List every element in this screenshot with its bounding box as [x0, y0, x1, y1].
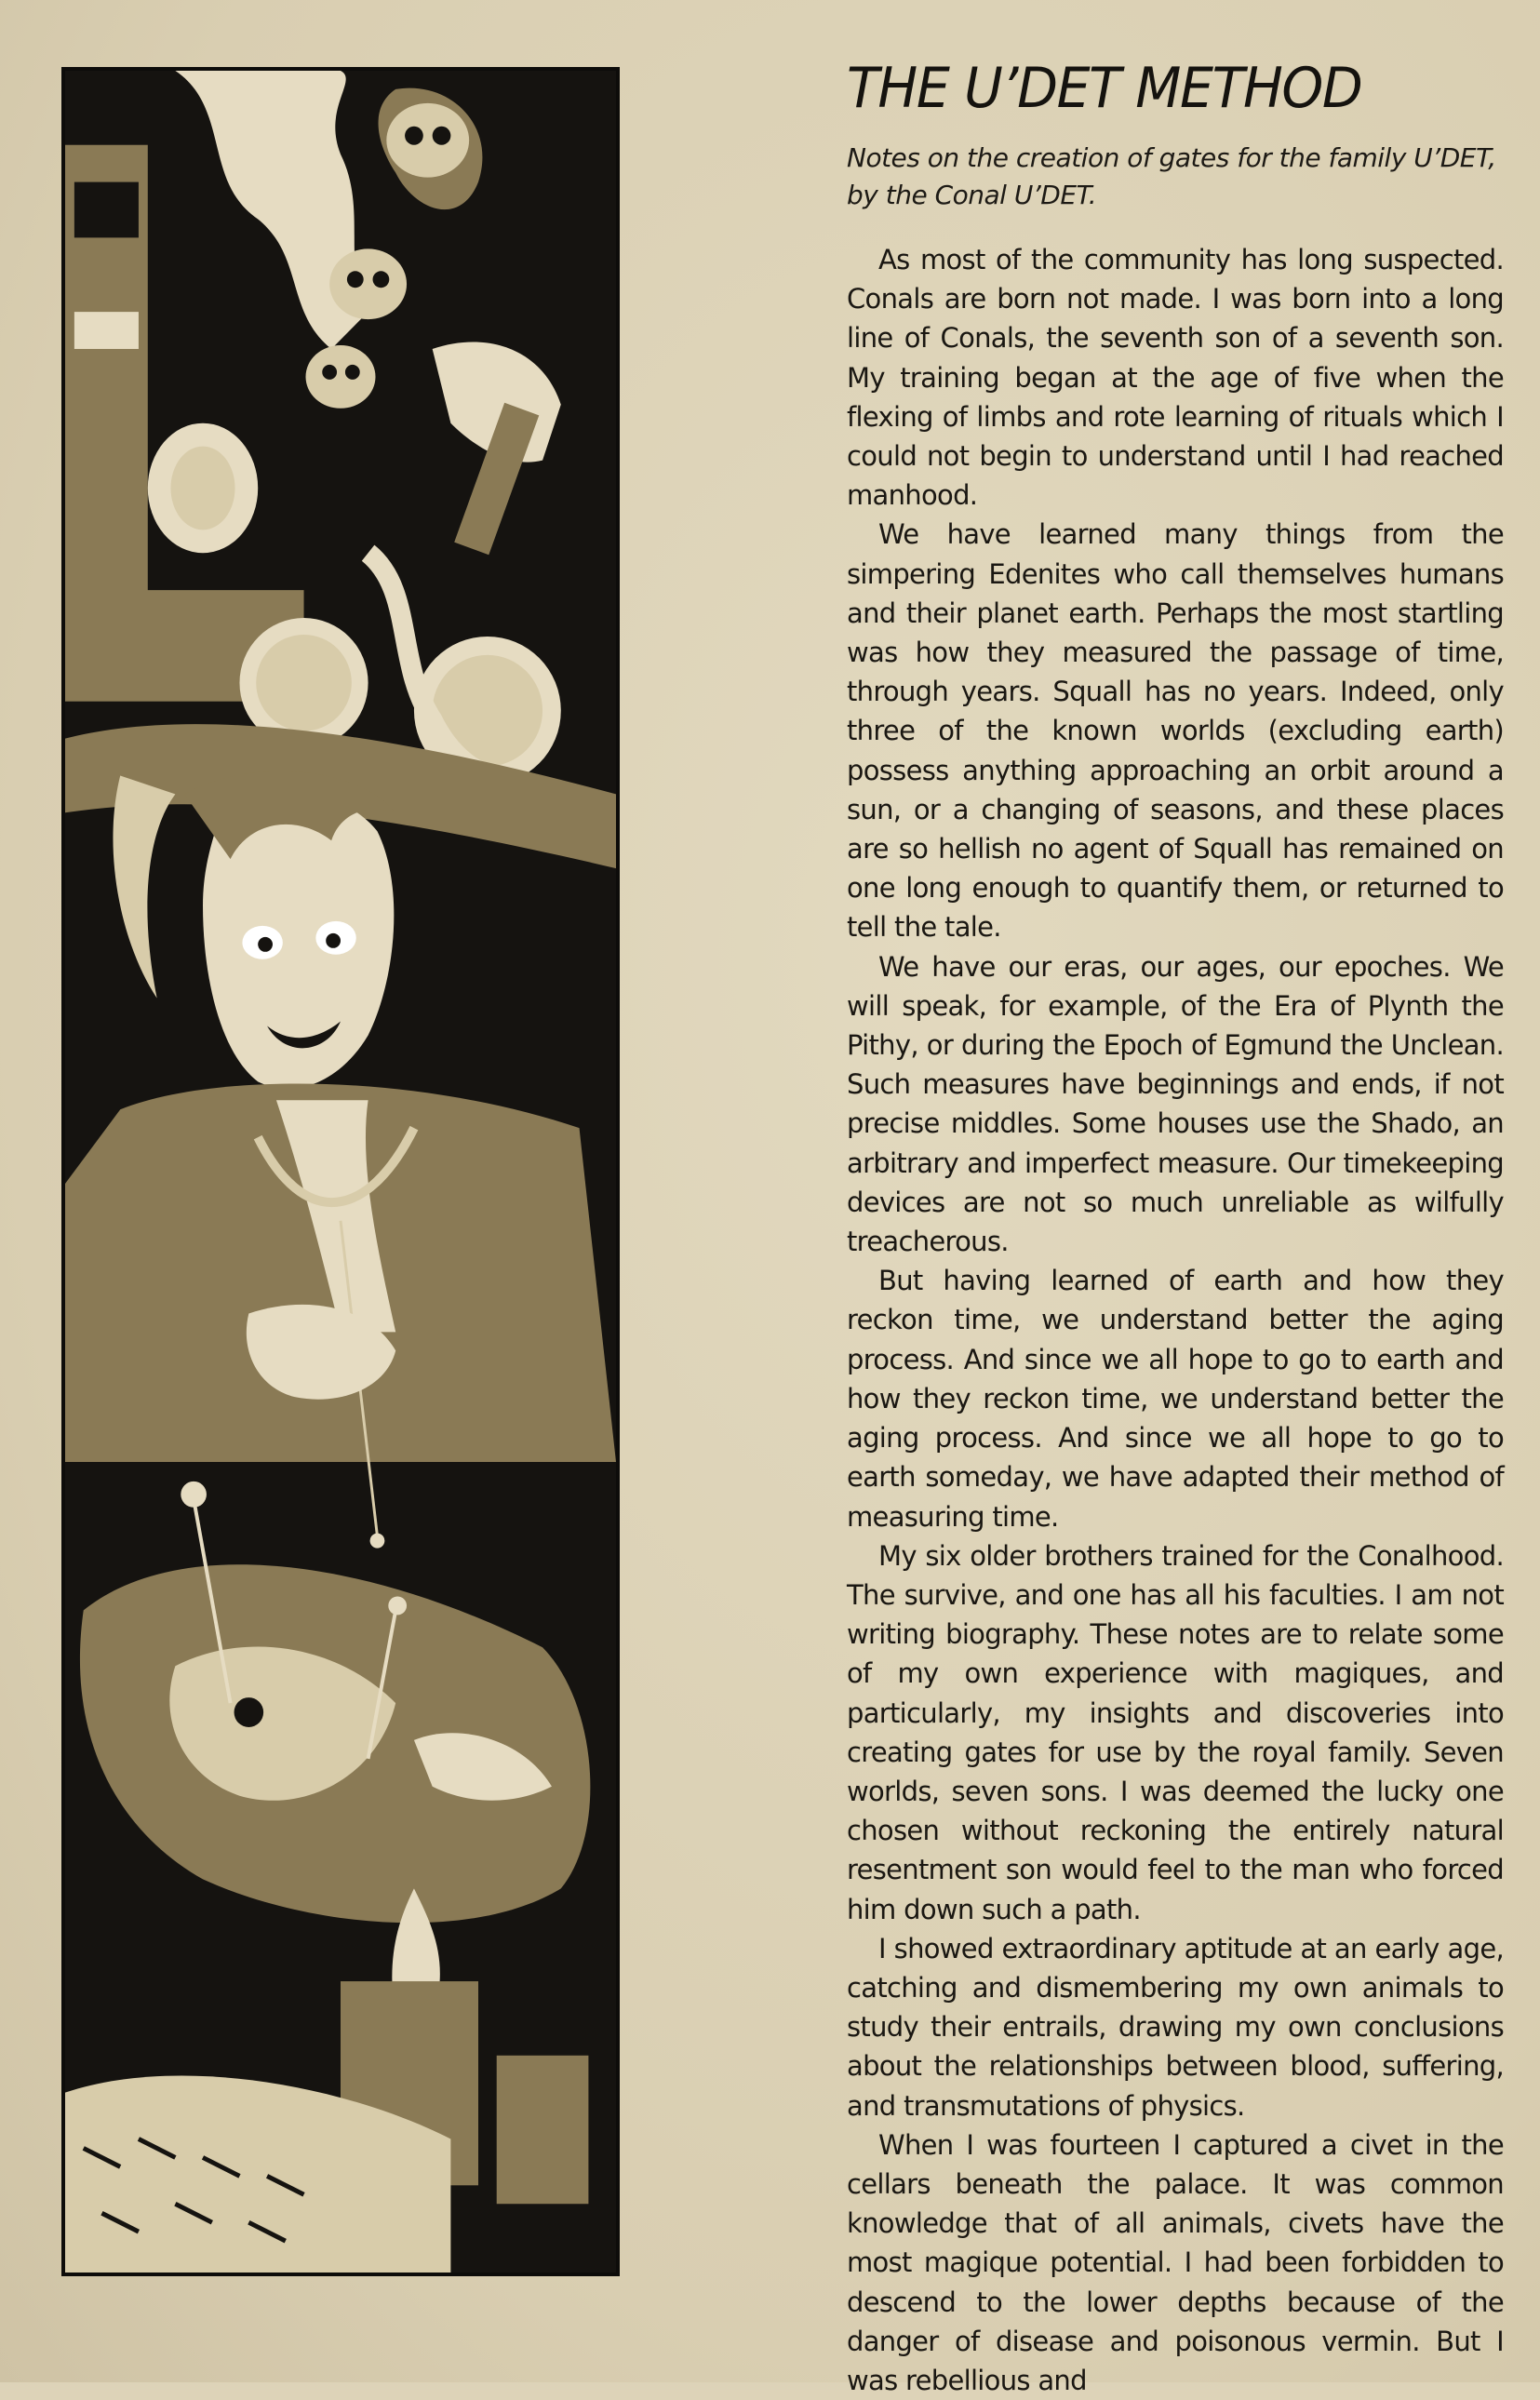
article-title: THE U’DET METHOD — [847, 56, 1362, 121]
paragraph: I showed extraordinary aptitude at an early age, catching and dismembering my own animals to study their entrails, drawing my own conclusions about the relationships between blood, suffering, and transmutations of physics. — [847, 1932, 1504, 2122]
paragraph: We have our eras, our ages, our epoches. We will speak, for example, of the Era of Plynth the Pithy, or during the Epoch of Egmund the Unclean. Such measures have beginnings and ends, if not precise middles. Some houses use the Shado, an arbitrary and imperfect measure. Our timekeeping devices are not so much unreliable as wilfully treacherous. — [847, 950, 1504, 1258]
article-subtitle: Notes on the creation of gates for the family U’DET, by the Conal U’DET. — [847, 142, 1496, 210]
article-body — [847, 240, 1504, 2400]
article-column — [847, 58, 1504, 2400]
conal-illustration — [65, 71, 616, 2273]
paragraph: As most of the community has long suspected. Conals are born not made. I was born into a long line of Conals, the seventh son of a seventh son. My training began at the age of five when the flexing of limbs and rote learning of rituals which I could not begin to understand until I had reached manhood. — [847, 244, 1504, 512]
paragraph: When I was fourteen I captured a civet in the cellars beneath the palace. It was common knowledge that of all animals, civets have the most magique potential. I had been forbidden to descend to the lower depths because of the danger of disease and poisonous vermin. But I was rebellious and — [847, 2128, 1504, 2396]
illustration-panel — [61, 67, 620, 2276]
paragraph: We have learned many things from the simpering Edenites who call themselves humans and their planet earth. Perhaps the most startling was how they measured the passage of time, through years. Squall has no years. Indeed, only three of the known worlds (excluding earth) possess anything approaching an orbit around a sun, or a changing of seasons, and these places are so hellish no agent of Squall has remained on one long enough to quantify them, or returned to tell the tale. — [847, 518, 1504, 944]
paragraph: My six older brothers trained for the Conalhood. The survive, and one has all his faculties. I am not writing biography. These notes are to relate some of my own experience with magiques, and particularly, my insights and discoveries into creating gates for use by the royal family. Seven worlds, seven sons. I was deemed the lucky one chosen without reckoning the entirely natural resentment son would feel to the man who forced him down such a path. — [847, 1539, 1504, 1925]
paragraph: But having learned of earth and how they reckon time, we understand better the aging process. And since we all hope to go to earth and how they reckon time, we understand better the aging process. And since we all hope to go to earth someday, we have adapted their method of measuring time. — [847, 1265, 1504, 1533]
